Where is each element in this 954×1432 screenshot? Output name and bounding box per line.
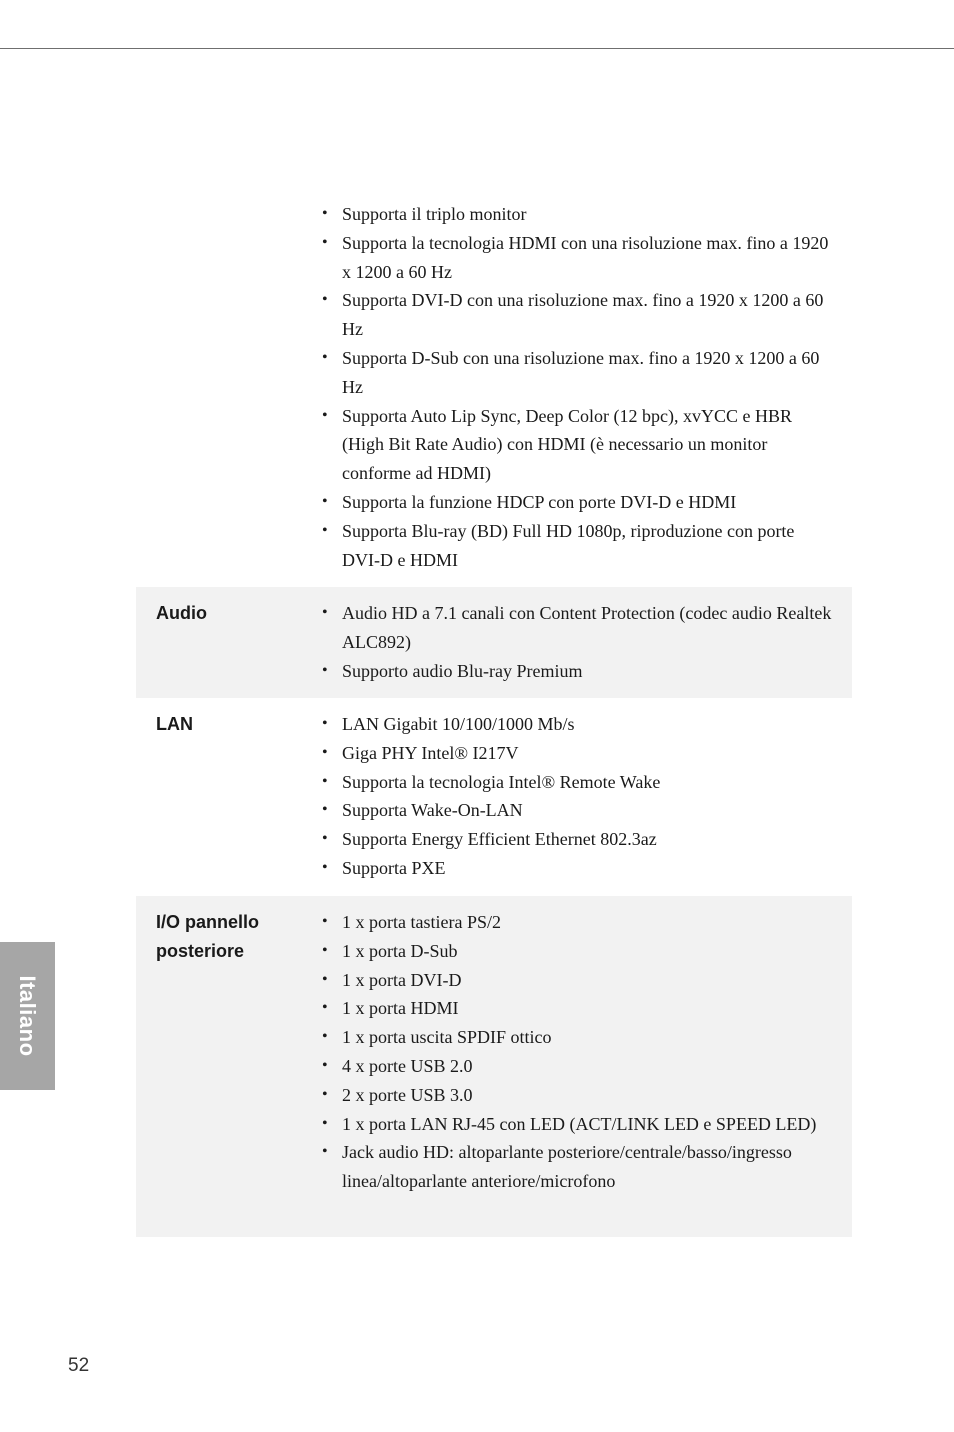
list-item [322,657,832,686]
list-item-text: Supporta Auto Lip Sync, Deep Color (12 bpc), xvYCC e HBR (High Bit Rate Audio) con HDMI (è necessario un monitor conforme ad HDMI) [342,405,792,484]
list-item-text: 1 x porta D-Sub [342,940,458,961]
spec-items-io [322,908,832,1196]
bullet-icon: • [322,858,328,876]
bullet-icon: • [322,291,328,309]
list-item-text: Supporta PXE [342,857,446,878]
list-item-text: Giga PHY Intel® I217V [342,742,519,763]
bullet-icon: • [322,1028,328,1046]
list-item [322,710,832,739]
list-item-text: Jack audio HD: altoparlante posteriore/centrale/basso/ingresso linea/altoparlante anteriore/microfono [342,1142,792,1192]
header-rule [0,48,954,49]
bullet-icon: • [322,1056,328,1074]
list-item [322,768,832,797]
bullet-icon: • [322,233,328,251]
list-item [322,908,832,937]
list-item-text: Supporta la tecnologia Intel® Remote Wake [342,771,661,792]
spec-label-audio: Audio [156,603,207,623]
list-item [322,1081,832,1110]
list-item-text: 1 x porta tastiera PS/2 [342,912,501,932]
list-item-text: Supporta Blu-ray (BD) Full HD 1080p, riproduzione con porte DVI-D e HDMI [342,520,795,570]
list-item [322,796,832,825]
list-item [322,854,832,883]
list-item [322,994,832,1023]
bullet-icon: • [322,913,328,930]
list-item-text: Supporta il triplo monitor [342,204,527,224]
list-item [322,1138,832,1196]
bullet-icon: • [322,406,328,424]
list-item-text: Supporto audio Blu-ray Premium [342,660,583,681]
spec-items-audio [322,599,832,685]
list-item [322,402,832,488]
list-item-text: 4 x porte USB 2.0 [342,1055,473,1076]
spec-row-graphics [136,200,852,587]
list-item-text: 1 x porta uscita SPDIF ottico [342,1027,552,1048]
list-item-text: LAN Gigabit 10/100/1000 Mb/s [342,714,575,734]
list-item [322,229,832,287]
bullet-icon: • [322,1085,328,1103]
spec-row-audio [136,587,852,698]
spec-label-lan: LAN [156,714,193,734]
list-item [322,517,832,575]
bullet-icon: • [322,205,328,222]
bullet-icon: • [322,661,328,679]
bullet-icon: • [322,492,328,510]
list-item [322,966,832,995]
list-item-text: 1 x porta LAN RJ-45 con LED (ACT/LINK LED e SPEED LED) [342,1113,817,1134]
list-item [322,937,832,966]
language-tab-label: Italiano [15,975,40,1057]
bullet-icon: • [322,1143,328,1161]
bullet-icon: • [322,941,328,959]
page-number: 52 [68,1355,90,1376]
spec-label-io: I/O pannello posteriore [156,912,260,961]
list-item [322,599,832,657]
bullet-icon: • [322,801,328,819]
bullet-icon: • [322,830,328,848]
spec-row-io [136,896,852,1237]
list-item-text: Supporta D-Sub con una risoluzione max. fino a 1920 x 1200 a 60 Hz [342,347,820,397]
list-item [322,488,832,517]
list-item-text: Supporta DVI-D con una risoluzione max. fino a 1920 x 1200 a 60 Hz [342,290,824,340]
list-item [322,1110,832,1139]
list-item [322,1023,832,1052]
bullet-icon: • [322,970,328,988]
list-item-text: Supporta la tecnologia HDMI con una risoluzione max. fino a 1920 x 1200 a 60 Hz [342,232,829,282]
list-item-text: Audio HD a 7.1 canali con Content Protection (codec audio Realtek ALC892) [342,603,832,652]
bullet-icon: • [322,604,328,621]
language-tab [0,942,55,1090]
bullet-icon: • [322,521,328,539]
bullet-icon: • [322,1114,328,1132]
bullet-icon: • [322,715,328,732]
list-item-text: Supporta la funzione HDCP con porte DVI-D e HDMI [342,491,737,512]
list-item [322,344,832,402]
bullet-icon: • [322,772,328,790]
list-item [322,1052,832,1081]
spec-items-lan [322,710,832,883]
list-item [322,200,832,229]
list-item [322,739,832,768]
list-item-text: Supporta Energy Efficient Ethernet 802.3az [342,829,657,850]
list-item-text: 2 x porte USB 3.0 [342,1084,473,1105]
list-item-text: 1 x porta HDMI [342,998,459,1019]
list-item [322,825,832,854]
list-item-text: 1 x porta DVI-D [342,969,462,990]
bullet-icon: • [322,743,328,761]
list-item [322,286,832,344]
bullet-icon: • [322,999,328,1017]
spec-row-lan [136,698,852,896]
bullet-icon: • [322,348,328,366]
list-item-text: Supporta Wake-On-LAN [342,800,523,821]
spec-items-graphics [322,200,832,574]
